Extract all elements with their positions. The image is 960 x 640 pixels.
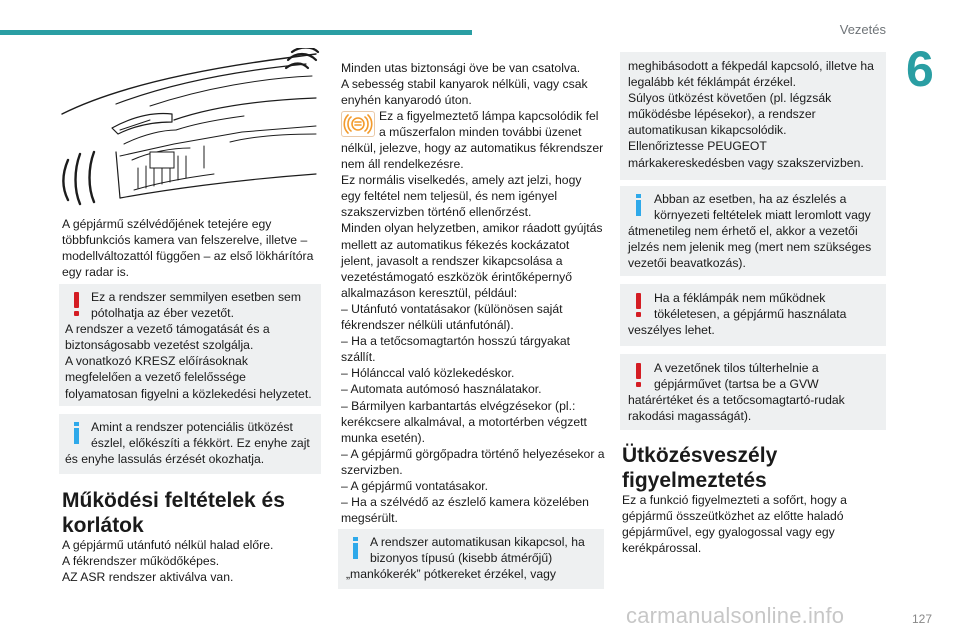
warning-box-text — [65, 289, 312, 402]
text-line: Ez a funkció figyelmezteti a sofőrt, hogy a — [622, 493, 847, 507]
watermark: carmanualsonline.info — [626, 603, 845, 628]
text-line: – Utánfutó vontatásakor (különösen saját — [341, 301, 563, 316]
text-line: – A gépjármű vontatásakor. — [341, 478, 489, 493]
text-line: szakszervizben történő ellenőrzést. — [341, 205, 532, 220]
text-line: A gépjármű utánfutó nélkül halad előre. — [62, 538, 274, 552]
text-line: jelent, javasolt a rendszer kikapcsolása a — [341, 253, 563, 268]
text-line: mellett az automatikus fékezés kockázatot — [341, 237, 570, 252]
collision-warning-paragraph — [622, 492, 886, 556]
warning-box-text — [628, 290, 846, 338]
camera-waves-icon — [286, 48, 318, 68]
text-line: meghibásodott a fékpedál kapcsoló, illetve ha — [628, 59, 874, 73]
text-line: veszélyes lehet. — [628, 323, 715, 338]
text-line: átmenetileg nem érhető el, akkor a vezetői — [628, 224, 858, 239]
heading-line: Ütközésveszély — [622, 444, 778, 467]
text-line: A fékrendszer működőképes. — [62, 554, 220, 569]
info-box-continued — [620, 52, 886, 180]
text-line: „mankókerék” pótkereket érzékel, vagy — [346, 567, 556, 582]
warning-box — [59, 284, 321, 406]
text-line: enyhén kanyarodó úton. — [341, 93, 472, 108]
text-line: rakodási magasságát). — [628, 409, 752, 424]
section-title: Vezetés — [839, 22, 886, 37]
section-heading-conditions — [62, 488, 285, 538]
heading-line: figyelmeztetés — [622, 469, 767, 492]
text-line: fékrendszer nélküli utánfutónál). — [341, 318, 514, 333]
conditions-continued — [341, 60, 605, 108]
text-line: és enyhe lassulás érzését okozhatja. — [65, 452, 265, 467]
text-line: tökéletesen, a gépjármű használata — [654, 307, 847, 322]
text-line: – Hólánccal való közlekedéskor. — [341, 366, 515, 381]
text-line: – Bármilyen karbantartás elvégzésekor (pl.: — [341, 398, 576, 413]
text-line: – Automata autómosó használatakor. — [341, 382, 542, 397]
text-line: működésbe lépésekor), a rendszer — [628, 107, 816, 122]
text-line: megsérült. — [341, 511, 398, 526]
header-accent-bar — [0, 30, 472, 35]
text-line: megfelelően a vezető felelőssége — [65, 370, 246, 385]
text-line: észlel, előkészíti a fékkört. Ez enyhe zajt — [91, 436, 310, 451]
info-box-text — [65, 419, 310, 467]
radar-waves-icon — [64, 152, 95, 204]
text-line: jelzés nem jelenik meg (mert nem szükséges — [628, 240, 872, 255]
text-line: Abban az esetben, ha az észlelés a — [654, 192, 847, 206]
info-box — [620, 186, 886, 276]
warning-box — [620, 284, 886, 346]
text-line: Súlyos ütközést követően (pl. légzsák — [628, 91, 832, 106]
text-line: biztonságosabb vezetést szolgálja. — [65, 338, 254, 353]
text-line: vezetői beavatkozás). — [628, 256, 746, 271]
warning-lamp-icon — [341, 111, 375, 137]
intro-paragraph — [62, 216, 324, 280]
car-front-icon — [62, 54, 316, 198]
conditions-paragraph — [62, 537, 324, 585]
text-line: legalább két féklámpát érzékel. — [628, 75, 797, 90]
text-line: Ez normális viselkedés, amely azt jelzi, hogy — [341, 173, 582, 188]
text-line: nem áll rendelkezésre. — [341, 157, 464, 172]
info-box-text — [346, 534, 585, 582]
text-line: Ez a figyelmeztető lámpa kapcsolódik fel — [379, 109, 599, 123]
text-line: egy feltétel nem teljesül, és nem igényel — [341, 189, 558, 204]
text-line: gépjárművet (tartsa be a GVW — [654, 377, 819, 392]
text-line: kerékpárossal. — [622, 541, 702, 556]
lamp-description — [379, 108, 605, 140]
text-line: – Ha a szélvédő az észlelő kamera közelében — [341, 495, 589, 510]
text-line: a műszerfalon minden további üzenet — [379, 125, 582, 140]
page-number: 127 — [912, 612, 933, 626]
text-line: bizonyos típusú (kisebb átmérőjű) — [370, 551, 553, 566]
info-box — [338, 529, 604, 589]
text-line: AZ ASR rendszer aktiválva van. — [62, 570, 234, 585]
text-line: határértéket és a tetőcsomagtartó-rudak — [628, 393, 845, 408]
text-line: pótolhatja az éber vezetőt. — [91, 306, 234, 321]
text-line: A gépjármű szélvédőjének tetejére egy — [62, 217, 272, 231]
text-line: munka esetén). — [341, 430, 426, 445]
text-line: Ez a rendszer semmilyen esetben sem — [91, 290, 301, 304]
section-heading-collision-warning — [622, 443, 777, 493]
text-line: A sebesség stabil kanyarok nélküli, vagy csak — [341, 77, 588, 92]
info-box — [59, 414, 321, 474]
text-line: automatikusan kikapcsolódik. — [628, 123, 787, 138]
text-line: gépjármű összeütközhet az előtte haladó — [622, 509, 844, 524]
chapter-number: 6 — [906, 41, 934, 97]
text-line: Amint a rendszer potenciális ütközést — [91, 420, 293, 434]
text-line: egy radar is. — [62, 265, 130, 280]
text-line: Minden olyan helyzetben, amikor ráadott gyújtás — [341, 221, 603, 236]
text-line: vezetéstámogató eszközök érintőképernyő — [341, 269, 573, 284]
text-line: A vonatkozó KRESZ előírásoknak — [65, 354, 248, 369]
text-line: szállít. — [341, 350, 376, 365]
text-line: gépjárművel, egy gyalogossal vagy egy — [622, 525, 835, 540]
system-behaviour-paragraph — [341, 140, 605, 526]
warning-box — [620, 354, 886, 430]
text-line: alkalmazáson keresztül, például: — [341, 285, 518, 300]
text-line: – Ha a tetőcsomagtartón hosszú tárgyakat — [341, 334, 570, 349]
text-line: többfunkciós kamera van felszerelve, illetve – — [62, 233, 308, 248]
text-line: nélkül, jelezve, hogy az automatikus fékrendszer — [341, 141, 604, 155]
text-line: Ellenőriztesse PEUGEOT — [628, 139, 767, 154]
warning-box-text — [628, 360, 845, 424]
info-box-text — [628, 191, 871, 271]
text-line: modellváltozattól függően – az első lökhárítóra — [62, 249, 314, 264]
text-line: – A gépjármű görgőpadra történő helyezésekor a — [341, 446, 605, 461]
text-line: A rendszer a vezető támogatását és a — [65, 322, 270, 337]
text-line: A rendszer automatikusan kikapcsol, ha — [370, 535, 585, 549]
text-line: kerékcsere alkalmával, a motortérben végzett — [341, 414, 587, 429]
text-line: folyamatosan figyelni a közlekedési helyzetet. — [65, 386, 312, 401]
text-line: szervizben. — [341, 462, 403, 477]
text-line: környezeti feltételek miatt leromlott vagy — [654, 208, 871, 223]
heading-line: Működési feltételek és — [62, 489, 285, 512]
text-line: A vezetőnek tilos túlterhelnie a — [654, 361, 819, 375]
text-line: Minden utas biztonsági öve be van csatolva. — [341, 61, 581, 75]
info-box-text — [628, 58, 874, 171]
car-front-illustration — [54, 48, 322, 210]
heading-line: korlátok — [62, 514, 144, 537]
text-line: márkakereskedésben vagy szakszervizben. — [628, 155, 864, 170]
text-line: Ha a féklámpák nem működnek — [654, 291, 826, 305]
